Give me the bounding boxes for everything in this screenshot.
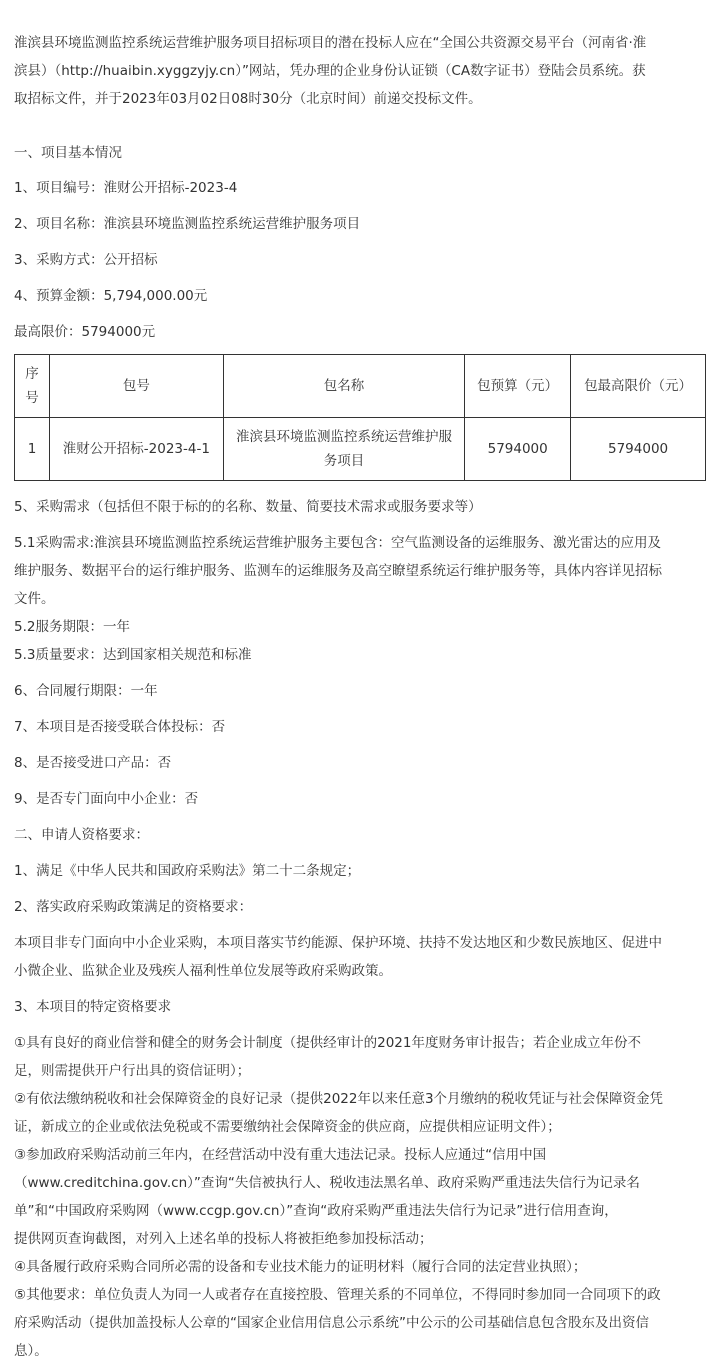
qualification-item-1: 1、满足《中华人民共和国政府采购法》第二十二条规定； [14,863,361,879]
procurement-method: 3、采购方式：公开招标 [14,252,158,268]
policy-line: 小微企业、监狱企业及残疾人福利性单位发展等政府采购政策。 [14,963,392,979]
project-number: 1、项目编号：淮财公开招标-2023-4 [14,180,238,196]
qualification-item-3: 3、本项目的特定资格要求 [14,999,172,1015]
sme-only: 9、是否专门面向中小企业：否 [14,791,199,807]
cell-package-name [223,418,465,481]
cell-max: 5794000 [571,418,706,481]
qualification-item-2: 2、落实政府采购政策满足的资格要求： [14,899,253,915]
budget-amount: 4、预算金额：5,794,000.00元 [14,288,208,304]
requirement-line: 证，新成立的企业或依法免税或不需要缴纳社会保障资金的供应商，应提供相应证明文件）； [14,1119,561,1135]
contract-period: 6、合同履行期限：一年 [14,683,158,699]
intro-line: 取招标文件，并于2023年03月02日08时30分（北京时间）前递交投标文件。 [14,91,482,107]
procurement-requirements-detail [14,529,706,613]
requirement-line: 提供网页查询截图，对列入上述名单的投标人将被拒绝参加投标活动； [14,1231,433,1247]
requirement-line: 单”和“中国政府采购网（www.ccgp.gov.cn）”查询“政府采购严重违法失信行为记录”进行信用查询， [14,1203,618,1219]
cell-package-name-line: 务项目 [323,453,365,469]
section-heading-basic-info: 一、项目基本情况 [14,145,122,161]
cell-package-no: 淮财公开招标-2023-4-1 [49,418,223,481]
header-seq [15,355,50,418]
intro-line: 滨县）（http://huaibin.xyggzyjy.cn）”网站，凭办理的企业身份认证锁（CA数字证书）登陆会员系统。获 [14,63,646,79]
requirement-line: 维护服务、数据平台的运行维护服务、监测车的运维服务及高空瞭望系统运行维护服务等，具体内容详见招标 [14,563,662,579]
max-price: 最高限价：5794000元 [14,324,156,340]
header-package-budget: 包预算（元） [465,355,571,418]
table-row [15,418,706,481]
requirement-line: ④具备履行政府采购合同所必需的设备和专业技术能力的证明材料（履行合同的法定营业执照）； [14,1259,587,1275]
policy-paragraph [14,929,706,985]
header-package-no: 包号 [49,355,223,418]
requirement-line: 文件。 [14,591,55,607]
imported-products: 8、是否接受进口产品：否 [14,755,172,771]
procurement-requirements-heading: 5、采购需求（包括但不限于标的的名称、数量、简要技术需求或服务要求等） [14,499,482,515]
quality-requirement: 5.3质量要求：达到国家相关规范和标准 [14,647,252,663]
requirement-line: 5.1采购需求:淮滨县环境监测监控系统运营维护服务主要包含：空气监测设备的运维服务、激光雷达的应用及 [14,535,662,551]
intro-line: 淮滨县环境监测监控系统运营维护服务项目招标项目的潜在投标人应在“全国公共资源交易平台（河南省·淮 [14,35,647,51]
package-table [14,354,706,481]
table-header-row [15,355,706,418]
header-package-max: 包最高限价（元） [571,355,706,418]
requirement-line: 足，则需提供开户行出具的资信证明）； [14,1063,251,1079]
header-seq-line: 号 [25,390,39,406]
policy-line: 本项目非专门面向中小企业采购，本项目落实节约能源、保护环境、扶持不发达地区和少数民族地区、促进中 [14,935,662,951]
header-seq-line: 序 [25,366,39,382]
requirement-line: ②有依法缴纳税收和社会保障资金的良好记录（提供2022年以来任意3个月缴纳的税收凭证与社会保障资金凭 [14,1091,664,1107]
requirement-line: （www.creditchina.gov.cn）”查询“失信被执行人、税收违法黑名单、政府采购严重违法失信行为记录名 [14,1175,640,1191]
requirement-line: ③参加政府采购活动前三年内，在经营活动中没有重大违法记录。投标人应通过“信用中国 [14,1147,547,1163]
requirement-line: ①具有良好的商业信誉和健全的财务会计制度（提供经审计的2021年度财务审计报告；若企业成立年份不 [14,1035,641,1051]
cell-seq: 1 [15,418,50,481]
consortium-bidding: 7、本项目是否接受联合体投标：否 [14,719,226,735]
cell-package-name-line: 淮滨县环境监测监控系统运营维护服 [235,429,452,445]
specific-requirements [14,1029,706,1365]
cell-budget: 5794000 [465,418,571,481]
requirement-line: ⑤其他要求：单位负责人为同一人或者存在直接控股、管理关系的不同单位，不得同时参加同一合同项下的政 [14,1287,661,1303]
requirement-line: 府采购活动（提供加盖投标人公章的“国家企业信用信息公示系统”中公示的公司基础信息包含股东及出资信 [14,1315,649,1331]
service-period: 5.2服务期限：一年 [14,619,130,635]
header-package-name: 包名称 [223,355,465,418]
project-name: 2、项目名称：淮滨县环境监测监控系统运营维护服务项目 [14,216,361,232]
requirement-line: 息）。 [14,1343,48,1359]
intro-paragraph [14,29,706,113]
section-heading-qualifications: 二、申请人资格要求： [14,827,149,843]
